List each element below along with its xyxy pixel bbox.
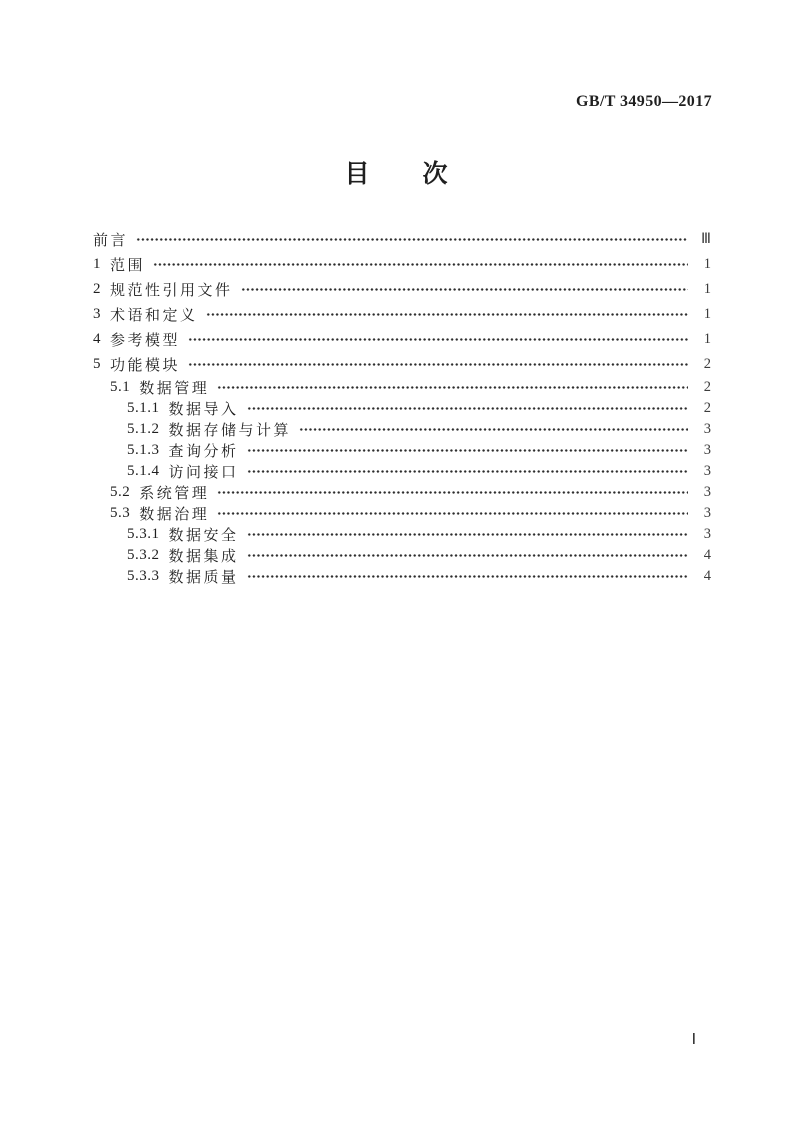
toc-entry-label: 数据管理 bbox=[139, 381, 210, 397]
toc-entry-page: 1 bbox=[703, 281, 711, 297]
toc-entry-number: 2 bbox=[93, 281, 101, 297]
toc-entry bbox=[93, 482, 711, 503]
toc-entry-number: 5.1.1 bbox=[127, 400, 160, 416]
toc-entry-page: 4 bbox=[703, 568, 711, 584]
toc-entry bbox=[93, 377, 711, 398]
toc-dot-leader bbox=[299, 419, 688, 440]
toc-entry-label: 数据质量 bbox=[168, 570, 239, 586]
toc-entry-label: 访问接口 bbox=[168, 465, 239, 481]
toc-entry-number: 5.1.2 bbox=[127, 421, 160, 437]
toc-entry bbox=[93, 227, 711, 252]
toc-dot-leader bbox=[136, 227, 688, 252]
toc-dot-leader bbox=[153, 252, 688, 277]
toc-entry-number: 5.1 bbox=[110, 379, 131, 395]
toc-entry bbox=[93, 419, 711, 440]
toc-entry bbox=[93, 277, 711, 302]
standard-number: GB/T 34950—2017 bbox=[576, 93, 712, 110]
toc-entry-page: 3 bbox=[703, 484, 711, 500]
toc-entry bbox=[93, 503, 711, 524]
toc-entry-number: 5.3.2 bbox=[127, 547, 160, 563]
toc-entry-label: 术语和定义 bbox=[110, 308, 198, 324]
toc-entry-page: 1 bbox=[703, 256, 711, 272]
toc-entry bbox=[93, 352, 711, 377]
toc-dot-leader bbox=[247, 524, 688, 545]
toc-entry-label: 参考模型 bbox=[110, 333, 181, 349]
toc-entry-page: 3 bbox=[703, 442, 711, 458]
toc-dot-leader bbox=[217, 503, 688, 524]
toc-entry-label: 数据安全 bbox=[168, 528, 239, 544]
toc-entry-number: 5.3.3 bbox=[127, 568, 160, 584]
toc-entry-number: 3 bbox=[93, 306, 101, 322]
toc-entry-page: 2 bbox=[703, 356, 711, 372]
toc-entry-number: 4 bbox=[93, 331, 101, 347]
toc-entry-label: 数据集成 bbox=[168, 549, 239, 565]
toc-dot-leader bbox=[247, 461, 688, 482]
toc-dot-leader bbox=[217, 377, 688, 398]
footer-page-number: Ⅰ bbox=[691, 1032, 696, 1048]
toc-entry-label: 功能模块 bbox=[110, 358, 181, 374]
toc-dot-leader bbox=[247, 398, 688, 419]
toc-entry-label: 数据治理 bbox=[139, 507, 210, 523]
toc-entry bbox=[93, 566, 711, 587]
toc-entry-page: 1 bbox=[703, 306, 711, 322]
toc-entry-number: 5.3 bbox=[110, 505, 131, 521]
toc-dot-leader bbox=[247, 440, 688, 461]
toc-entry-page: 3 bbox=[703, 463, 711, 479]
toc-entry-number: 5.1.4 bbox=[127, 463, 160, 479]
toc-entry-number: 5.1.3 bbox=[127, 442, 160, 458]
toc-entry bbox=[93, 545, 711, 566]
toc-list bbox=[93, 227, 711, 587]
toc-entry-number: 5.3.1 bbox=[127, 526, 160, 542]
toc-entry-label: 系统管理 bbox=[139, 486, 210, 502]
toc-entry-page: 4 bbox=[703, 547, 711, 563]
toc-entry-page: 3 bbox=[703, 526, 711, 542]
toc-dot-leader bbox=[247, 545, 688, 566]
page-title: 目 次 bbox=[344, 161, 449, 188]
toc-entry bbox=[93, 524, 711, 545]
toc-entry-number: 5 bbox=[93, 356, 101, 372]
toc-dot-leader bbox=[206, 302, 688, 327]
toc-dot-leader bbox=[188, 327, 688, 352]
toc-entry-page: 3 bbox=[703, 421, 711, 437]
toc-entry bbox=[93, 302, 711, 327]
toc-entry-label: 查询分析 bbox=[168, 444, 239, 460]
toc-entry-page: 2 bbox=[703, 400, 711, 416]
toc-entry bbox=[93, 327, 711, 352]
toc-entry-page: Ⅲ bbox=[701, 231, 711, 247]
toc-entry bbox=[93, 252, 711, 277]
toc-entry-page: 2 bbox=[703, 379, 711, 395]
toc-entry-label: 范围 bbox=[110, 258, 146, 274]
toc-entry-number: 1 bbox=[93, 256, 101, 272]
toc-entry-number: 5.2 bbox=[110, 484, 131, 500]
toc-entry bbox=[93, 461, 711, 482]
toc-dot-leader bbox=[241, 277, 688, 302]
toc-entry-label: 数据导入 bbox=[168, 402, 239, 418]
toc-dot-leader bbox=[247, 566, 688, 587]
toc-entry bbox=[93, 440, 711, 461]
toc-entry-label: 前言 bbox=[93, 233, 129, 249]
toc-entry-page: 1 bbox=[703, 331, 711, 347]
toc-dot-leader bbox=[188, 352, 688, 377]
toc-entry-page: 3 bbox=[703, 505, 711, 521]
toc-entry-label: 数据存储与计算 bbox=[168, 423, 292, 439]
toc-dot-leader bbox=[217, 482, 688, 503]
toc-entry-label: 规范性引用文件 bbox=[110, 283, 233, 299]
toc-entry bbox=[93, 398, 711, 419]
